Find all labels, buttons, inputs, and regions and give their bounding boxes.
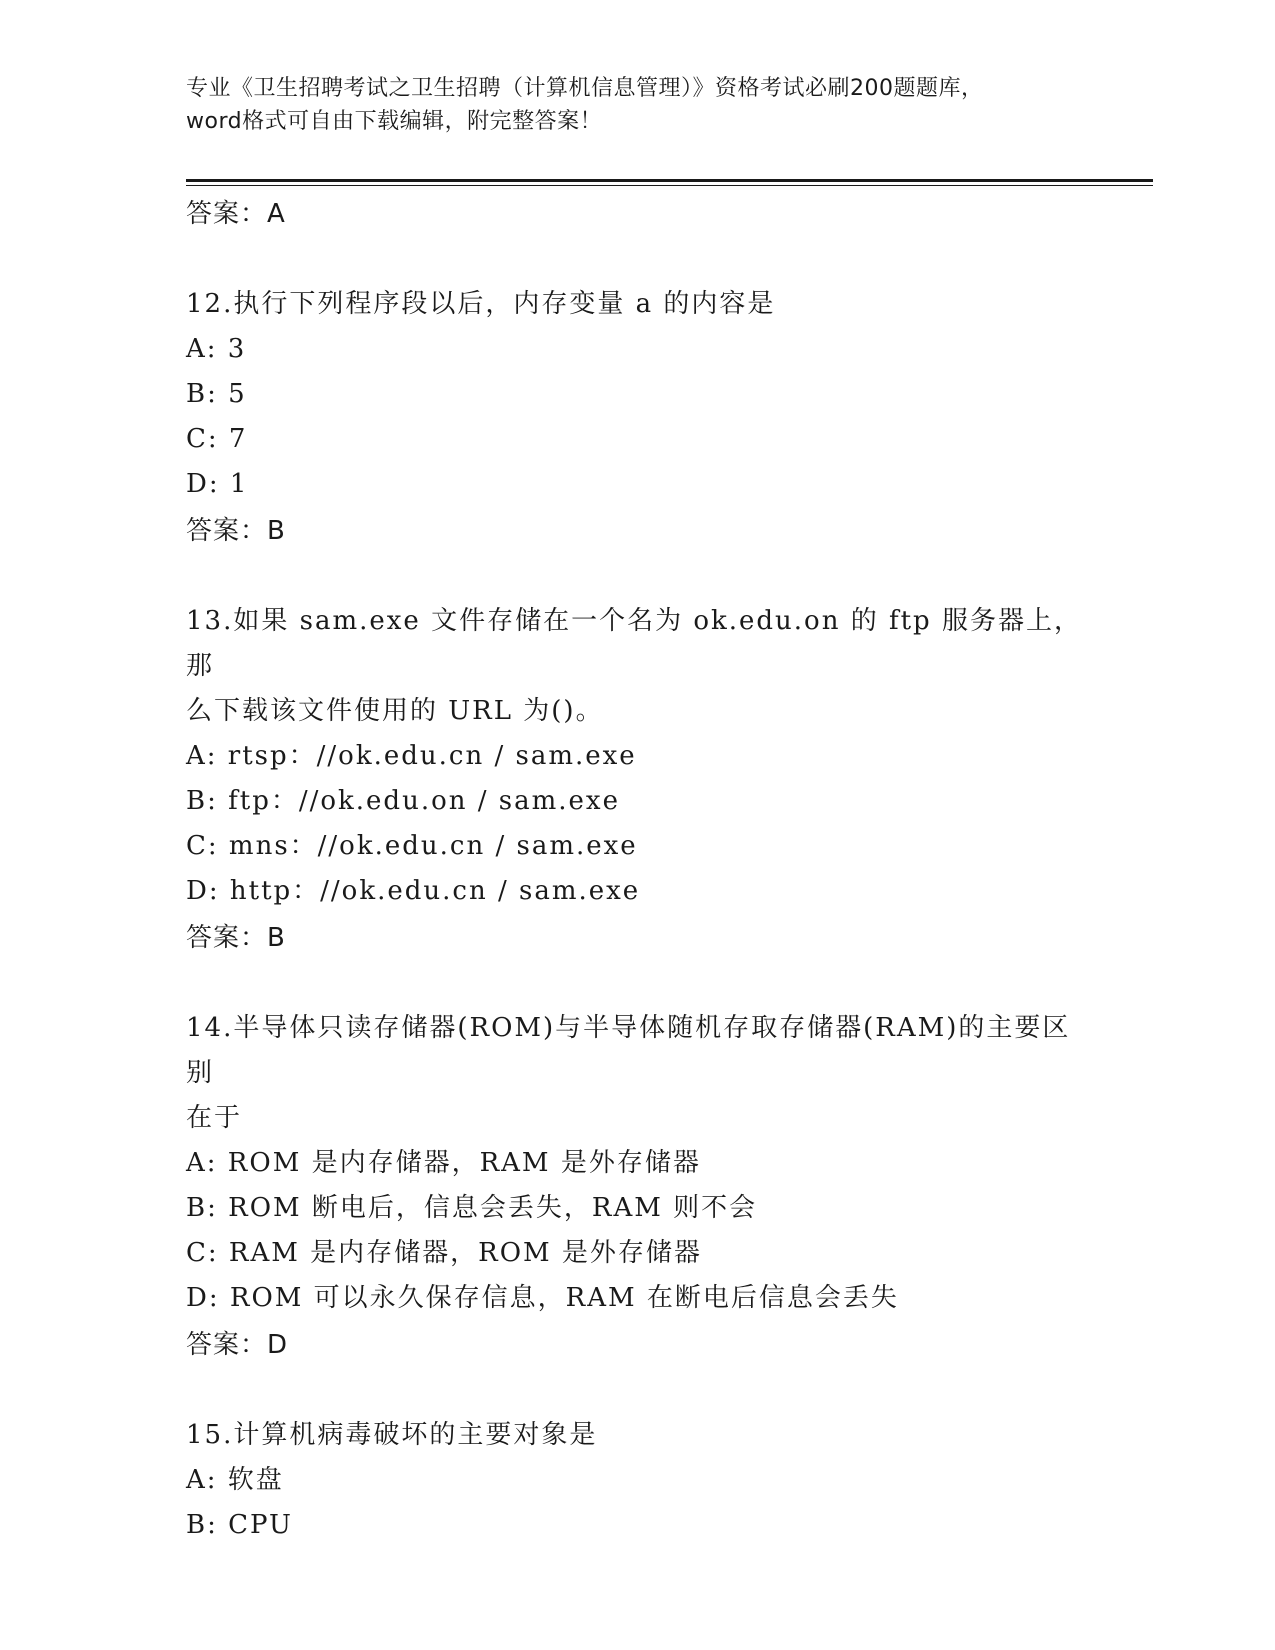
- option-c: C: mns：//ok.edu.cn / sam.exe: [186, 831, 638, 861]
- option-b: B: ROM 断电后，信息会丢失，RAM 则不会: [186, 1193, 758, 1223]
- option-c: C: 7: [186, 424, 248, 454]
- header-rule-thick: [186, 179, 1153, 182]
- question-stem-line-1: 14.半导体只读存储器(ROM)与半导体随机存取存储器(RAM)的主要区别: [186, 1013, 1071, 1088]
- option-b: B: CPU: [186, 1510, 293, 1540]
- option-d: D: 1: [186, 469, 249, 499]
- option-a: A: 软盘: [186, 1465, 284, 1495]
- answer-label: 答案：B: [186, 923, 286, 953]
- question-stem-line-1: 13.如果 sam.exe 文件存储在一个名为 ok.edu.on 的 ftp 服务器上，那: [186, 606, 1082, 681]
- header-line-2: word格式可自由下载编辑，附完整答案！: [186, 109, 603, 134]
- page-header: [186, 72, 1086, 138]
- question-14: [186, 1006, 1086, 1367]
- answer-label: 答案：A: [186, 199, 286, 229]
- header-line-1: 专业《卫生招聘考试之卫生招聘（计算机信息管理）》资格考试必刷200题题库，: [186, 76, 984, 101]
- header-rule-thin: [186, 185, 1153, 186]
- option-b: B: ftp：//ok.edu.on / sam.exe: [186, 786, 620, 816]
- option-d: D: http：//ok.edu.cn / sam.exe: [186, 876, 641, 906]
- question-12: [186, 282, 1086, 553]
- question-13: [186, 599, 1086, 960]
- question-stem: 12.执行下列程序段以后，内存变量 a 的内容是: [186, 289, 776, 319]
- answer-label: 答案：D: [186, 1330, 289, 1360]
- question-list: [186, 190, 1086, 1548]
- question-stem: 15.计算机病毒破坏的主要对象是: [186, 1420, 598, 1450]
- option-a: A: ROM 是内存储器，RAM 是外存储器: [186, 1148, 701, 1178]
- option-a: A: rtsp：//ok.edu.cn / sam.exe: [186, 741, 637, 771]
- answer-label: 答案：B: [186, 516, 286, 546]
- question-stem-line-2: 么下载该文件使用的 URL 为()。: [186, 696, 604, 726]
- option-b: B: 5: [186, 379, 247, 409]
- question-stem-line-2: 在于: [186, 1103, 243, 1133]
- option-d: D: ROM 可以永久保存信息，RAM 在断电后信息会丢失: [186, 1283, 899, 1313]
- question-15: [186, 1413, 1086, 1548]
- option-c: C: RAM 是内存储器，ROM 是外存储器: [186, 1238, 702, 1268]
- option-a: A: 3: [186, 334, 247, 364]
